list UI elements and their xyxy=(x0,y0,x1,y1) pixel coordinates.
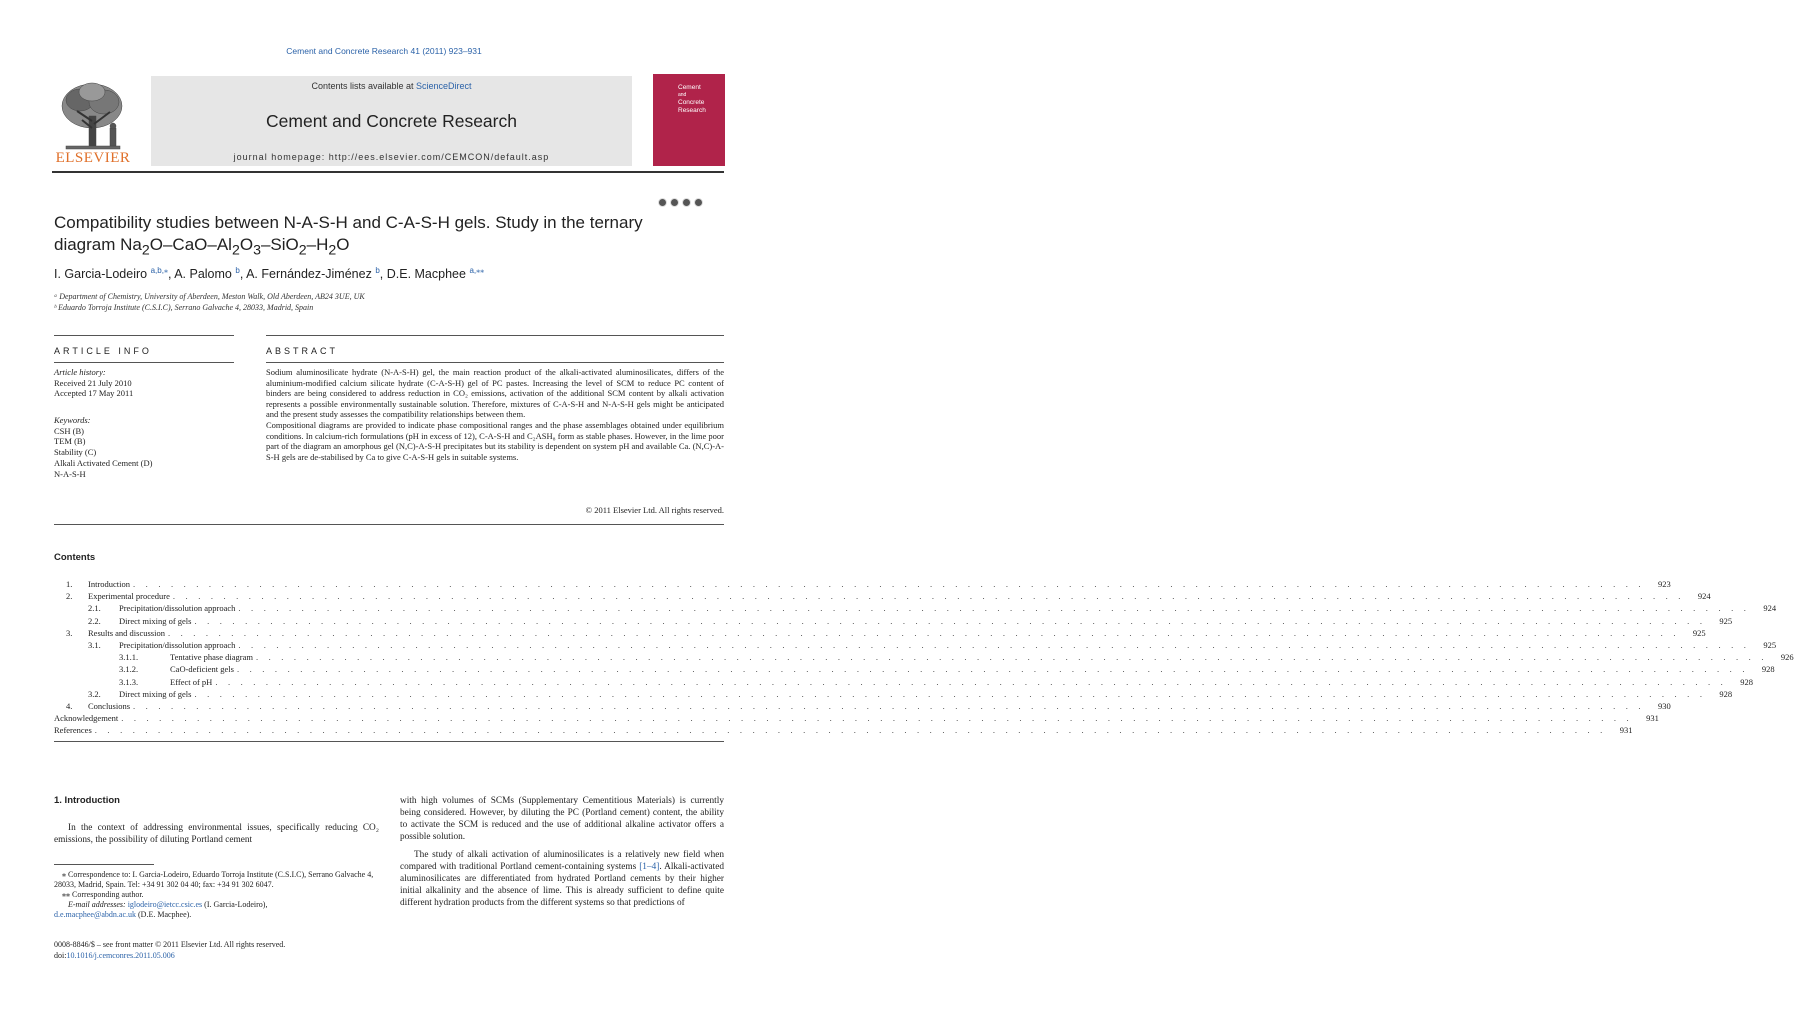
article-info-rule-bottom xyxy=(54,362,234,363)
affiliation-b: ᵇ Eduardo Torroja Institute (C.S.I.C), Serrano Galvache 4, 28033, Madrid, Spain xyxy=(54,303,314,312)
abstract-paragraph: Compositional diagrams are provided to indicate phase compositional ranges and the phase assemblages obtained under equilibrium conditions. In calcium-rich formulations (pH in excess of 12), C-A-S-H and C₂ASH₈ form as stable phases. However, in the lime poor part of the diagram an amorphous gel (N,C)-A-S-H precipitates but its stability is dependent on system pH and available Ca. (N,C)-A-S-H gels are de-stabilised by Ca to give C-A-S-H gels in suitable systems. xyxy=(266,419,724,462)
cover-disc-icon xyxy=(694,198,703,207)
toc-entry[interactable] xyxy=(54,700,1671,712)
journal-homepage[interactable]: journal homepage: http://ees.elsevier.com/CEMCON/default.asp xyxy=(233,152,550,162)
keyword: TEM (B) xyxy=(54,436,86,447)
toc-entry-page: 925 xyxy=(1763,640,1777,650)
toc-leader-dots: . . . . . . . . . . . . . . . . . . . . . . . . . . . . . . . . . . . . . . . . . . . . . . . . . . . . . . . . . . . . . . . . . . . . . . . . . . . . . . . . . . . . . . . . . . . . . . . . . . . . . . . . . . . . . . . . . . . . . . . . xyxy=(255,652,1768,663)
toc-entry-page: 930 xyxy=(1657,701,1671,711)
intro-paragraph-col1: In the context of addressing environmental issues, specifically reducing CO₂ emissions, the possibility of diluting Portland cement xyxy=(54,823,379,845)
toc-entry-page: 928 xyxy=(1740,676,1754,687)
keyword: Alkali Activated Cement (D) xyxy=(54,457,153,468)
toc-leader-dots: . . . . . . . . . . . . . . . . . . . . . . . . . . . . . . . . . . . . . . . . . . . . . . . . . . . . . . . . . . . . . . . . . . . . . . . . . . . . . . . . . . . . . . . . . . . . . . . . . . . . . . . . . . . . . . . . . . . . . . . . xyxy=(167,627,1680,638)
toc-entry-page: 931 xyxy=(1646,713,1659,724)
toc-leader-dots: . . . . . . . . . . . . . . . . . . . . . . . . . . . . . . . . . . . . . . . . . . . . . . . . . . . . . . . . . . . . . . . . . . . . . . . . . . . . . . . . . . . . . . . . . . . . . . . . . . . . . . . . . . . . . . . . . . . . . . . . xyxy=(194,688,1707,699)
keyword: CSH (B) xyxy=(54,425,84,436)
toc-leader-dots: . . . . . . . . . . . . . . . . . . . . . . . . . . . . . . . . . . . . . . . . . . . . . . . . . . . . . . . . . . . . . . . . . . . . . . . . . . . . . . . . . . . . . . . . . . . . . . . . . . . . . . . . . . . . . . . . . . . . . . . . xyxy=(133,579,1645,589)
toc-leader-dots: . . . . . . . . . . . . . . . . . . . . . . . . . . . . . . . . . . . . . . . . . . . . . . . . . . . . . . . . . . . . . . . . . . . . . . . . . . . . . . . . . . . . . . . . . . . . . . . . . . . . . . . . . . . . . . . . . . . . . . . . xyxy=(236,664,1749,675)
intro-paragraph-col2-1: with high volumes of SCMs (Supplementary Cementitious Materials) is currently being considered. However, by diluting the PC (Portland cement) content, the ability to activate the SCM is reduced and the use of additional alkaline activator offers a possible solution. xyxy=(400,796,724,842)
toc-entry-page: 928 xyxy=(1719,688,1733,699)
toc-entry-page: 924 xyxy=(1763,603,1777,614)
section-heading-introduction: 1. Introduction xyxy=(54,795,120,806)
toc-leader-dots: . . . . . . . . . . . . . . . . . . . . . . . . . . . . . . . . . . . . . . . . . . . . . . . . . . . . . . . . . . . . . . . . . . . . . . . . . . . . . . . . . . . . . . . . . . . . . . . . . . . . . . . . . . . . . . . . . . . . . . . . xyxy=(215,676,1728,687)
toc-entry-number: 2.1. xyxy=(88,603,101,614)
toc-entry-page: 928 xyxy=(1761,664,1775,675)
toc-entry[interactable] xyxy=(54,615,1733,627)
abstract-rule-bottom xyxy=(266,362,724,363)
toc-leader-dots: . . . . . . . . . . . . . . . . . . . . . . . . . . . . . . . . . . . . . . . . . . . . . . . . . . . . . . . . . . . . . . . . . . . . . . . . . . . . . . . . . . . . . . . . . . . . . . . . . . . . . . . . . . . . . . . . . . . . . . . . xyxy=(94,725,1607,736)
footnotes xyxy=(54,870,379,920)
paper-title: Compatibility studies between N-A-S-H and C-A-S-H gels. Study in the ternary diagram $Na_2O-CaO-Al_2O_3-SiO_2-H_2O$ xyxy=(54,213,643,259)
doi-link[interactable]: 10.1016/j.cemconres.2011.05.006 xyxy=(66,951,175,960)
reference-link[interactable]: [1–4] xyxy=(639,862,660,872)
toc-entry-number: 2. xyxy=(66,591,73,602)
abstract-heading: ABSTRACT xyxy=(266,346,339,356)
toc-leader-dots: . . . . . . . . . . . . . . . . . . . . . . . . . . . . . . . . . . . . . . . . . . . . . . . . . . . . . . . . . . . . . . . . . . . . . . . . . . . . . . . . . . . . . . . . . . . . . . . . . . . . . . . . . . . . . . . . . . . . . . . . xyxy=(133,701,1645,711)
author-affiliation-marker[interactable]: a,⁎⁎ xyxy=(469,266,485,275)
contents-available-line: Contents lists available at ScienceDirect xyxy=(311,81,472,91)
author-affiliation-marker[interactable]: a,b,⁎ xyxy=(150,266,168,275)
toc-entry-number: 3.2. xyxy=(88,688,101,699)
footnote-emails: E-mail addresses: iglodeiro@ietcc.csic.es (I. Garcia-Lodeiro), xyxy=(68,900,268,909)
cover-disc-icon xyxy=(658,198,667,207)
toc-entry-label: Effect of pH xyxy=(170,676,213,687)
toc-entry-page: 923 xyxy=(1657,579,1671,589)
intro-paragraph-col2-2: The study of alkali activation of aluminosilicates is a relatively new field when compared with traditional Portland cement-containing systems [1–4]. Alkali-activated aluminosilicates are differentiated from hydrated Portland cements by their higher initial alkalinity and the absence of lime. This is already sufficient to define quite different hydration products from the different systems so that predictions of xyxy=(400,850,724,908)
toc-entry[interactable] xyxy=(54,590,1711,602)
author-list: I. Garcia-Lodeiro $^{a,b,⁎}$, A. Palomo $^b$, A. Fernández-Jiménez $^b$, D.E. Macphee $^{a,⁎⁎}$ xyxy=(54,266,485,282)
toc-entry-number: 3.1. xyxy=(88,640,101,650)
received-date: Received 21 July 2010 xyxy=(54,377,132,388)
author-name: A. Palomo xyxy=(174,267,232,282)
affiliation-a: ᵃ Department of Chemistry, University of Aberdeen, Meston Walk, Old Aberdeen, AB24 3UE, UK xyxy=(54,292,365,301)
toc-leader-dots: . . . . . . . . . . . . . . . . . . . . . . . . . . . . . . . . . . . . . . . . . . . . . . . . . . . . . . . . . . . . . . . . . . . . . . . . . . . . . . . . . . . . . . . . . . . . . . . . . . . . . . . . . . . . . . . . . . . . . . . . xyxy=(194,615,1707,626)
footnote-correspondence: ⁎ Correspondence to: I. Garcia-Lodeiro, Eduardo Torroja Institute (C.S.I.C), Serrano Galvache 4, 28033, Madrid, Spain. Tel: +34 91 302 04 40; fax: +34 91 302 6047. xyxy=(54,870,374,889)
toc-leader-dots: . . . . . . . . . . . . . . . . . . . . . . . . . . . . . . . . . . . . . . . . . . . . . . . . . . . . . . . . . . . . . . . . . . . . . . . . . . . . . . . . . . . . . . . . . . . . . . . . . . . . . . . . . . . . . . . . . . . . . . . . xyxy=(172,591,1685,602)
toc-entry-page: 926 xyxy=(1780,652,1794,663)
author-name: I. Garcia-Lodeiro xyxy=(54,267,148,282)
toc-entry-label: Direct mixing of gels xyxy=(119,615,192,626)
journal-reference[interactable]: Cement and Concrete Research 41 (2011) 923–931 xyxy=(286,46,482,56)
footnote-corresponding-author: ⁎⁎ Corresponding author. xyxy=(62,890,144,899)
toc-entry-label: Conclusions xyxy=(88,701,131,711)
abstract-rule-top xyxy=(266,335,724,336)
toc-entry[interactable] xyxy=(54,676,1754,688)
sciencedirect-link[interactable]: ScienceDirect xyxy=(416,81,472,91)
article-info-heading: ARTICLE INFO xyxy=(54,346,152,356)
abstract-body xyxy=(266,367,724,462)
toc-entry-page: 924 xyxy=(1697,591,1711,602)
email-link[interactable]: d.e.macphee@abdn.ac.uk xyxy=(54,910,136,919)
elsevier-wordmark: ELSEVIER xyxy=(55,150,131,166)
author-affiliation-marker[interactable]: b xyxy=(235,266,240,275)
accepted-date: Accepted 17 May 2011 xyxy=(54,388,134,398)
abstract-bottom-rule xyxy=(54,524,724,525)
toc-entry[interactable] xyxy=(54,627,1706,639)
toc-entry[interactable] xyxy=(54,602,1777,614)
toc-entry[interactable] xyxy=(54,663,1775,675)
header-divider xyxy=(52,171,724,173)
toc-leader-dots: . . . . . . . . . . . . . . . . . . . . . . . . . . . . . . . . . . . . . . . . . . . . . . . . . . . . . . . . . . . . . . . . . . . . . . . . . . . . . . . . . . . . . . . . . . . . . . . . . . . . . . . . . . . . . . . . . . . . . . . . xyxy=(121,713,1633,724)
front-matter: 0008-8846/$ – see front matter © 2011 Elsevier Ltd. All rights reserved. doi:10.1016/j.cemconres.2011.05.006 xyxy=(54,940,286,960)
toc-entry-page: 925 xyxy=(1719,615,1733,626)
toc-entry[interactable] xyxy=(54,712,1659,724)
cover-title: Cement and Concrete Research xyxy=(678,84,706,114)
toc-entry-number: 3.1.3. xyxy=(119,676,139,687)
toc-entry-label: References xyxy=(54,725,92,736)
journal-title: Cement and Concrete Research xyxy=(266,111,517,131)
toc-leader-dots: . . . . . . . . . . . . . . . . . . . . . . . . . . . . . . . . . . . . . . . . . . . . . . . . . . . . . . . . . . . . . . . . . . . . . . . . . . . . . . . . . . . . . . . . . . . . . . . . . . . . . . . . . . . . . . . . . . . . . . . . xyxy=(238,603,1751,614)
toc-entry-number: 4. xyxy=(66,701,73,711)
footnote-emails-cont: d.e.macphee@abdn.ac.uk (D.E. Macphee). xyxy=(54,910,192,919)
author-name: A. Fernández-Jiménez xyxy=(246,267,372,282)
toc-leader-dots: . . . . . . . . . . . . . . . . . . . . . . . . . . . . . . . . . . . . . . . . . . . . . . . . . . . . . . . . . . . . . . . . . . . . . . . . . . . . . . . . . . . . . . . . . . . . . . . . . . . . . . . . . . . . . . . . . . . . . . . . xyxy=(238,640,1751,650)
toc-entry-label: CaO-deficient gels xyxy=(170,664,234,675)
toc-entry-page: 931 xyxy=(1619,725,1633,736)
toc-entry-number: 3.1.1. xyxy=(119,652,139,663)
toc-entry-label: Acknowledgement xyxy=(54,713,119,724)
footnote-rule xyxy=(54,864,154,865)
toc-entry[interactable] xyxy=(54,724,1633,736)
keyword: N-A-S-H xyxy=(54,468,86,479)
article-info-rule-top xyxy=(54,335,234,336)
toc-entry[interactable] xyxy=(54,639,1777,651)
toc-entry-label: Introduction xyxy=(88,579,131,589)
abstract-paragraph: Sodium aluminosilicate hydrate (N-A-S-H) gel, the main reaction product of the alkali-activated aluminosilicates, differs of the aluminium-modified calcium silicate hydrate (C-A-S-H) gel of PC pastes. Increasing the level of SCM to reduce PC content of binders are being considered to address reduction in CO₂ emissions, activation of the additional SCM content by alkali activation represents a possible environmentally sustainable solution. Therefore, mixtures of C-A-S-H and N-A-S-H gels might be anticipated and the present study assesses the compatibility relationships between them. xyxy=(266,367,724,420)
author-name: D.E. Macphee xyxy=(386,267,466,282)
toc-entry-number: 2.2. xyxy=(88,615,101,626)
toc-entry-label: Experimental procedure xyxy=(88,591,170,602)
toc-entry-number: 1. xyxy=(66,579,73,589)
contents-bottom-rule xyxy=(54,741,724,742)
keywords: Keywords: CSH (B) TEM (B) Stability (C) Alkali Activated Cement (D) N-A-S-H xyxy=(54,415,234,479)
toc-entry-label: Tentative phase diagram xyxy=(170,652,253,663)
cover-disc-icon xyxy=(682,198,691,207)
toc-entry-label: Precipitation/dissolution approach xyxy=(119,603,236,614)
toc-entry[interactable] xyxy=(54,578,1671,590)
email-link[interactable]: iglodeiro@ietcc.csic.es xyxy=(127,900,203,909)
toc-entry-label: Direct mixing of gels xyxy=(119,688,192,699)
abstract-copyright: © 2011 Elsevier Ltd. All rights reserved. xyxy=(585,505,724,515)
toc-entry[interactable] xyxy=(54,688,1733,700)
contents-heading: Contents xyxy=(54,552,96,563)
keyword: Stability (C) xyxy=(54,447,97,458)
toc-entry-page: 925 xyxy=(1692,627,1706,638)
article-history: Article history: Received 21 July 2010 Accepted 17 May 2011 xyxy=(54,367,234,399)
toc-entry-number: 3.1.2. xyxy=(119,664,139,675)
toc-entry[interactable] xyxy=(54,651,1794,663)
toc-entry-label: Results and discussion xyxy=(88,627,165,638)
toc-entry-label: Precipitation/dissolution approach xyxy=(119,640,236,650)
cover-disc-icon xyxy=(670,198,679,207)
toc-entry-number: 3. xyxy=(66,627,73,638)
author-affiliation-marker[interactable]: b xyxy=(375,266,380,275)
